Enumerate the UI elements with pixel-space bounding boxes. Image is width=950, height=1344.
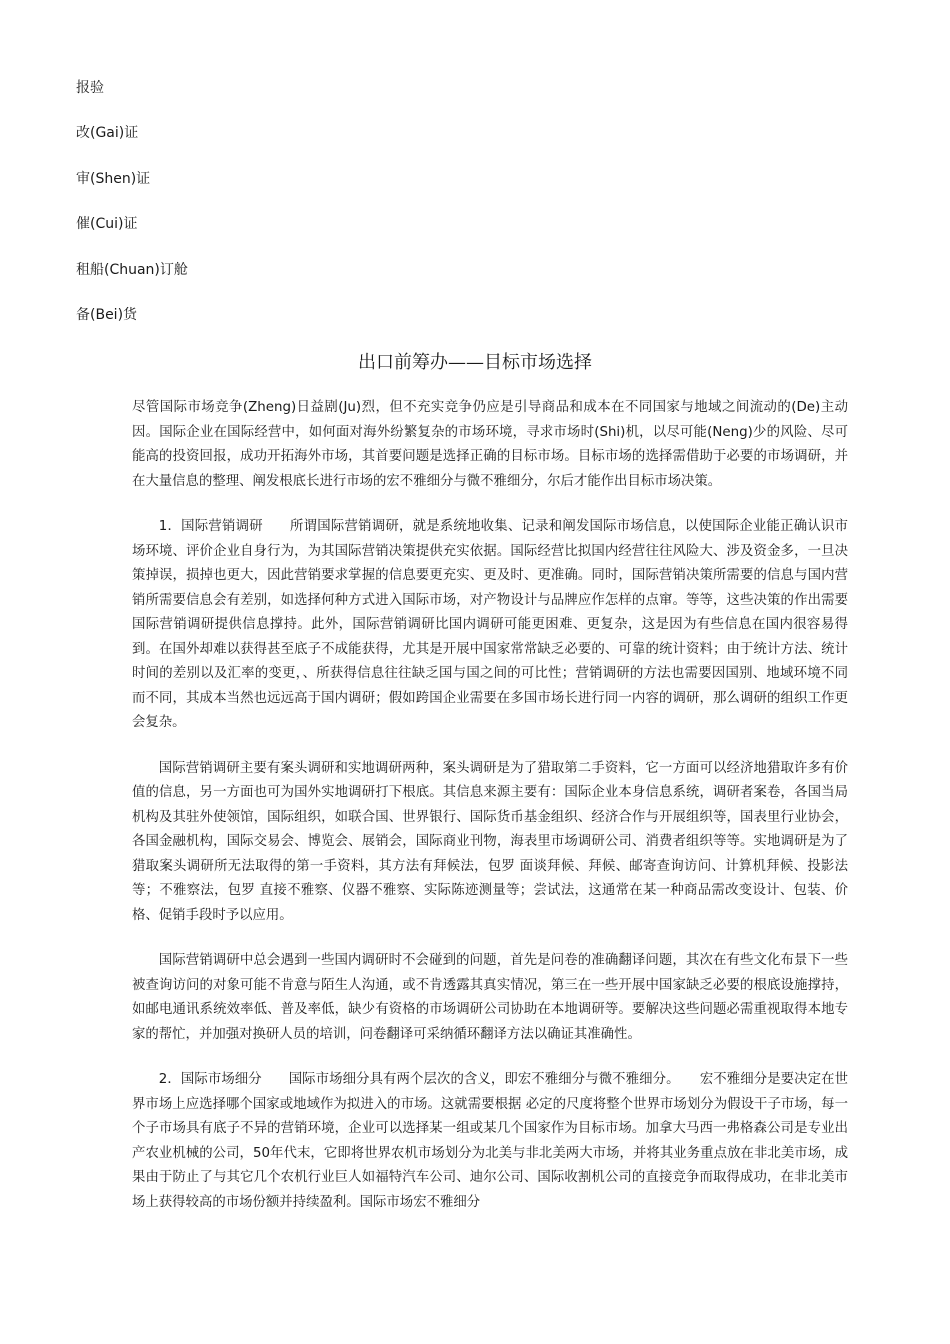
list-item: 改(Gai)证 — [76, 125, 139, 142]
paragraph-market-segmentation: 2．国际市场细分 国际市场细分具有两个层次的含义，即宏不雅细分与微不雅细分。 宏不雅细分是要决定在世界市场上应选择哪个国家或地域作为拟进入的市场。这就需要根据 必定的尺度将整个世界市场划分为假设干子市场，每一个子市场具有底子不异的营销环境，企业可以选择某一组或某几个国家作为目标市场。加拿大马西一弗格森公司是专业出产农业机械的公司，50年代末，它即将世界农机市场划分为北美与非北美两大市场，并将其业务重点放在非北美市场，成果由于防止了与其它几个农机行业巨人如福特汽车公司、迪尔公司、国际收割机公司的直接竞争而取得成功，在非北美市场上获得较高的市场份额并持续盈利。国际市场宏不雅细分 — [132, 1072, 848, 1210]
list-item: 租船(Chuan)订舱 — [76, 261, 188, 278]
list-item: 备(Bei)货 — [76, 306, 138, 323]
list-item: 审(Shen)证 — [76, 170, 151, 187]
paragraph-intro: 尽管国际市场竞争(Zheng)日益剧(Ju)烈，但不充实竞争仍应是引导商品和成本在不同国家与地域之间流动的(De)主动因。国际企业在国际经营中，如何面对海外纷繁复杂的市场环境，寻求市场时(Shi)机，以尽可能(Neng)少的风险、尽可能高的投资回报，成功开拓海外市场，其首要问题是选择正确的目标市场。目标市场的选择需借助于必要的市场调研，并在大量信息的整理、阐发根底长进行市场的宏不雅细分与微不雅细分，尔后才能作出目标市场决策。 — [132, 400, 848, 489]
export-steps-list — [76, 78, 188, 350]
page-title: 出口前筹办——目标市场选择 — [358, 352, 592, 373]
paragraph-marketing-research: 1．国际营销调研 所谓国际营销调研，就是系统地收集、记录和阐发国际市场信息，以使国际企业能正确认识市场环境、评价企业自身行为，为其国际营销决策提供充实依据。国际经营比拟国内经营往往风险大、涉及资金多，一旦决策掉误，损掉也更大，因此营销要求掌握的信息要更充实、更及时、更准确。同时，国际营销决策所需要的信息与国内营销所需要信息会有差别，如选择何种方式进入国际市场，对产物设计与品牌应作怎样的点窜。等等，这些决策的作出需要国际营销调研提供信息撑持。此外，国际营销调研比国内调研可能更困难、更复杂，这是因为有些信息在国内很容易得到。在国外却难以获得甚至底子不成能获得，尤其是开展中国家常常缺乏必要的、可靠的统计资料；由于统计方法、统计时间的差别以及汇率的变更，、所获得信息往往缺乏国与国之间的可比性；营销调研的方法也需要因国别、地域环境不同而不同，其成本当然也远远高于国内调研；假如跨国企业需要在多国市场长进行同一内容的调研，那么调研的组织工作更会复杂。 — [132, 519, 848, 730]
paragraph-research-types: 国际营销调研主要有案头调研和实地调研两种，案头调研是为了猎取第二手资料，它一方面可以经济地猎取许多有价值的信息，另一方面也可为国外实地调研打下根底。其信息来源主要有：国际企业本身信息系统，调研者案卷，各国当局机构及其驻外使领馆，国际组织，如联合国、世界银行、国际货币基金组织、经济合作与开展组织等，国表里行业协会，各国金融机构，国际交易会、博览会、展销会，国际商业刊物，海表里市场调研公司、消费者组织等等。实地调研是为了猎取案头调研所无法取得的第一手资料，其方法有拜候法，包罗 面谈拜候、拜候、邮寄查询访问、计算机拜候、投影法等；不雅察法，包罗 直接不雅察、仪器不雅察、实际陈迹测量等；尝试法，这通常在某一种商品需改变设计、包装、价格、促销手段时予以应用。 — [132, 760, 848, 923]
article-body — [132, 396, 848, 1236]
paragraph-research-problems: 国际营销调研中总会遇到一些国内调研时不会碰到的问题，首先是问卷的准确翻译问题，其次在有些文化布景下一些被查询访问的对象可能不肯意与陌生人沟通，或不肯透露其真实情况，第三在一些开展中国家缺乏必要的根底设施撑持，如邮电通讯系统效率低、普及率低，缺少有资格的市场调研公司协助在本地调研等。要解决这些问题必需重视取得本地专家的帮忙，并加强对换研人员的培训，问卷翻译可采纳循环翻译方法以确证其准确性。 — [132, 953, 848, 1042]
list-item: 催(Cui)证 — [76, 216, 138, 233]
list-item: 报验 — [76, 80, 104, 96]
